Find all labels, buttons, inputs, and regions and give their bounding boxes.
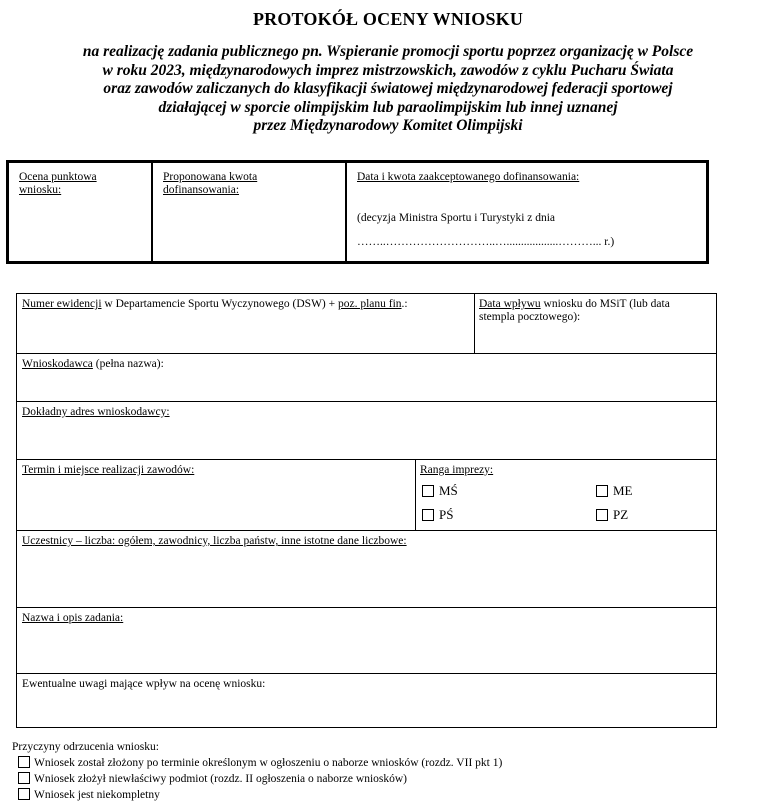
rank-option-pz[interactable] xyxy=(596,508,628,521)
task-label: Nazwa i opis zadania: xyxy=(22,612,124,624)
score-cell[interactable] xyxy=(9,163,153,261)
accepted-amount-label: Data i kwota zaakceptowanego dofinansowania: xyxy=(357,171,580,183)
record-number-label-mid: w Departamencie Sportu Wyczynowego (DSW) + xyxy=(101,298,338,310)
remarks-field[interactable] xyxy=(17,673,716,727)
checkbox[interactable] xyxy=(596,485,608,497)
term-place-field[interactable] xyxy=(17,460,417,477)
rank-label: Ranga imprezy: xyxy=(420,464,494,476)
rejection-item-label: Wniosek jest niekompletny xyxy=(34,789,160,801)
task-description-field[interactable] xyxy=(17,607,716,673)
address-label: Dokładny adres wnioskodawcy: xyxy=(22,406,170,418)
remarks-label: Ewentualne uwagi mające wpływ na ocenę wniosku: xyxy=(22,678,266,690)
rank-option-label: PŚ xyxy=(439,507,454,522)
minister-decision-text: (decyzja Ministra Sportu i Turystyki z dnia xyxy=(357,212,556,224)
application-form xyxy=(16,293,717,728)
term-place-label: Termin i miejsce realizacji zawodów: xyxy=(22,464,195,476)
inflow-date-field[interactable] xyxy=(474,294,716,324)
rejection-item-late[interactable] xyxy=(12,755,502,771)
decision-date-dots: ……..………………………..…..................………... r.) xyxy=(357,236,615,248)
participants-label: Uczestnicy – liczba: ogółem, zawodnicy, liczba państw, inne istotne dane liczbowe: xyxy=(22,535,407,547)
rejection-item-label: Wniosek złożył niewłaściwy podmiot (rozdz. II ogłoszenia o naborze wniosków) xyxy=(34,773,408,785)
checkbox[interactable] xyxy=(422,485,434,497)
document-subtitle xyxy=(20,43,756,136)
record-number-label: Numer ewidencji xyxy=(22,298,102,310)
rejection-item-incomplete[interactable] xyxy=(12,787,502,803)
subtitle-line: działającej w sporcie olimpijskim lub paraolimpijskim lub innej uznanej xyxy=(158,98,618,116)
rank-option-label: MŚ xyxy=(439,483,458,498)
record-number-field[interactable] xyxy=(17,294,477,311)
rejection-reasons xyxy=(12,739,502,803)
rank-option-ps[interactable] xyxy=(422,508,453,521)
rank-option-me[interactable] xyxy=(596,484,633,497)
rank-option-label: PZ xyxy=(613,507,629,522)
address-field[interactable] xyxy=(17,401,716,459)
record-row xyxy=(17,294,716,354)
record-number-label-end: .: xyxy=(401,298,408,310)
rank-field xyxy=(415,460,716,530)
rank-option-ms[interactable] xyxy=(422,484,458,497)
checkbox[interactable] xyxy=(18,756,30,768)
term-rank-row xyxy=(17,459,716,530)
inflow-date-label-rest: wniosku do MSiT (lub data xyxy=(540,298,670,310)
evaluation-summary-table xyxy=(6,160,709,264)
rejection-heading: Przyczyny odrzucenia wniosku: xyxy=(12,741,159,753)
subtitle-line: w roku 2023, międzynarodowych imprez mistrzowskich, zawodów z cyklu Pucharu Świata xyxy=(102,61,674,79)
applicant-label-rest: (pełna nazwa): xyxy=(92,358,164,370)
rank-option-label: ME xyxy=(613,483,633,498)
subtitle-line: oraz zawodów zaliczanych do klasyfikacji światowej międzynarodowej federacji sportowej xyxy=(103,80,673,98)
checkbox[interactable] xyxy=(18,772,30,784)
inflow-date-label: Data wpływu xyxy=(479,298,541,310)
proposed-amount-cell[interactable] xyxy=(153,163,347,261)
plan-position-label: poz. planu fin xyxy=(337,298,402,310)
proposed-amount-label-2: dofinansowania: xyxy=(163,184,240,196)
subtitle-line: przez Międzynarodowy Komitet Olimpijski xyxy=(253,117,523,135)
checkbox[interactable] xyxy=(18,788,30,800)
participants-field[interactable] xyxy=(17,530,716,607)
applicant-field[interactable] xyxy=(17,353,716,401)
inflow-date-label-2: stempla pocztowego): xyxy=(479,311,581,323)
subtitle-line: na realizację zadania publicznego pn. Wspieranie promocji sportu poprzez organizację w Polsce xyxy=(82,43,694,60)
score-label-2: wniosku: xyxy=(19,184,62,196)
rejection-item-label: Wniosek został złożony po terminie określonym w ogłoszeniu o naborze wniosków (rozdz. VII pkt 1) xyxy=(34,757,503,769)
rejection-item-wrong-entity[interactable] xyxy=(12,771,502,787)
checkbox[interactable] xyxy=(422,509,434,521)
applicant-label: Wnioskodawca xyxy=(22,358,93,370)
score-label: Ocena punktowa xyxy=(19,171,97,183)
document-title: PROTOKÓŁ OCENY WNIOSKU xyxy=(252,9,524,29)
proposed-amount-label: Proponowana kwota xyxy=(163,171,258,183)
accepted-amount-cell[interactable] xyxy=(347,163,706,261)
checkbox[interactable] xyxy=(596,509,608,521)
